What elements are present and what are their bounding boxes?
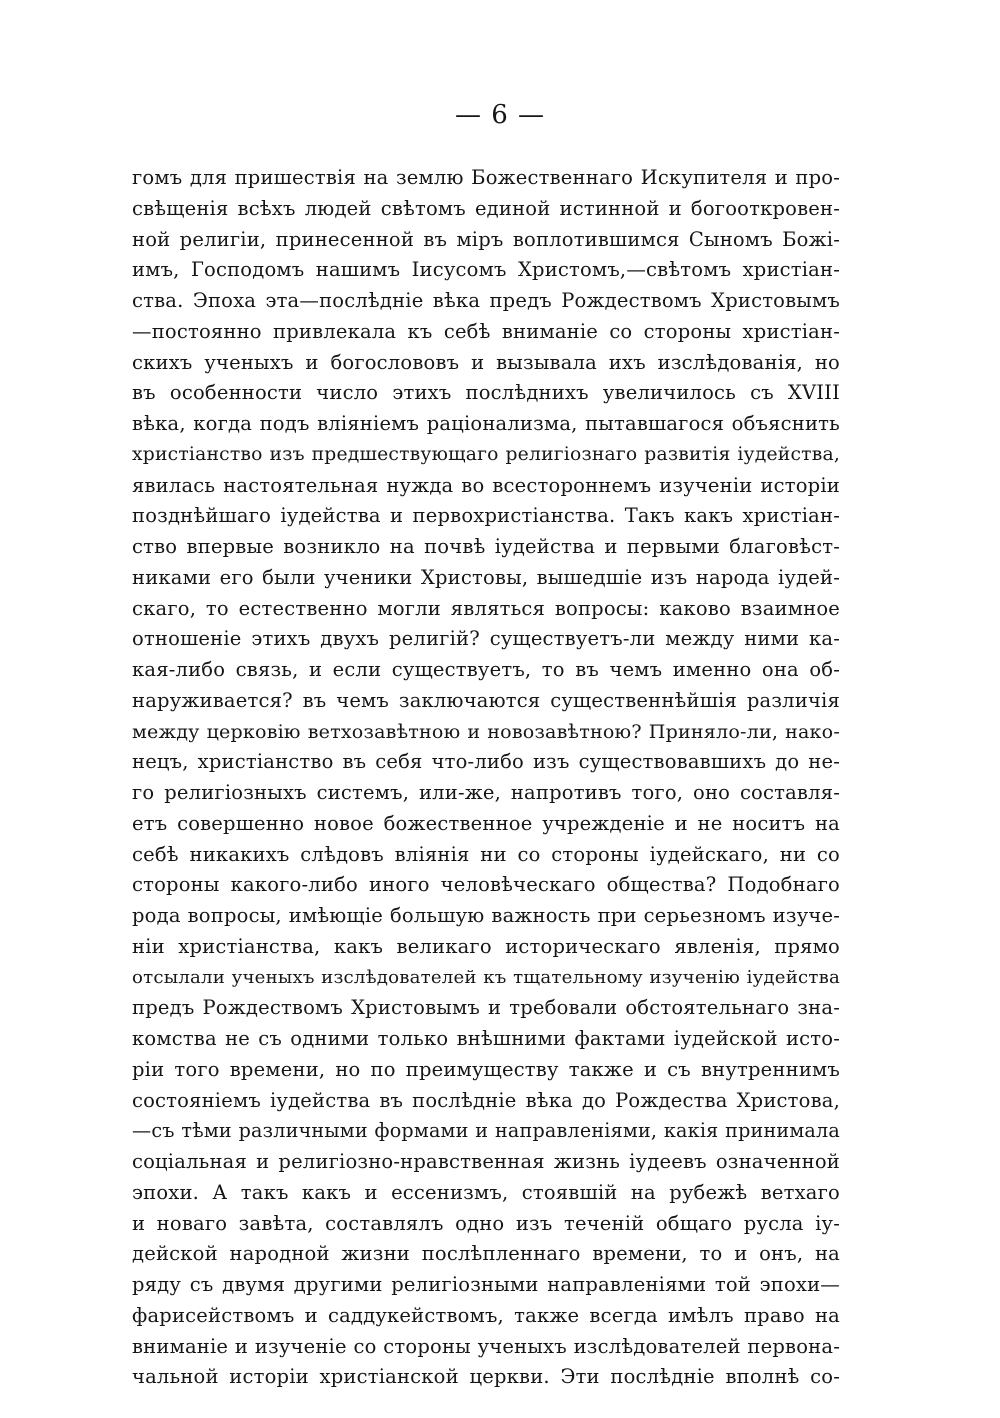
text-line: свѣщенія всѣхъ людей свѣтомъ единой истинной и богооткровен- [132,196,840,220]
text-line: себѣ никакихъ слѣдовъ вліянія ни со стороны іудейскаго, ни со [132,842,840,866]
text-line: ства. Эпоха эта—послѣдніе вѣка предъ Рождествомъ Христовымъ [132,289,840,312]
text-line: комства не съ одними только внѣшними фактами іудейской исто- [132,1027,840,1050]
text-line: ріи того времени, но по преимуществу также и съ внутреннимъ [132,1057,840,1081]
text-line: состояніемъ іудейства въ послѣдніе вѣка до Рождества Христова, [132,1088,840,1112]
text-line: ной религіи, принесенной въ міръ воплотившимся Сыномъ Божі- [132,227,840,251]
text-line: наруживается? въ чемъ заключаются существеннѣйшія различія [132,688,840,712]
text-line: нецъ, христіанство въ себя что-либо изъ существовавшихъ до не- [132,750,840,774]
text-line: стороны какого-либо иного человѣческаго общества? Подобнаго [132,873,840,897]
text-line: гомъ для пришествія на землю Божественнаго Искупителя и про- [132,166,840,189]
text-line: эпохи. А такъ какъ и ессенизмъ, стоявшій на рубежѣ ветхаго [132,1180,840,1204]
text-line: вниманіе и изученіе со стороны ученыхъ изслѣдователей первона- [132,1334,840,1358]
text-line: скихъ ученыхъ и богослововъ и вызывала ихъ изслѣдованія, но [132,350,840,374]
page-number: — 6 — [454,100,546,130]
text-line: въ особенности число этихъ послѣднихъ увеличилось съ XVIII [132,381,840,405]
text-line: соціальная и религіозно-нравственная жизнь іудеевъ означенной [132,1150,840,1173]
body-text [132,163,840,1393]
text-line: кая-либо связь, и если существуетъ, то въ чемъ именно она об- [132,658,840,681]
text-line: христіанство изъ предшествующаго религіознаго развитія іудейства, [132,443,840,465]
text-line: имъ, Господомъ нашимъ Іисусомъ Христомъ,—свѣтомъ христіан- [132,258,840,282]
text-line: чальной исторіи христіанской церкви. Эти послѣдніе вполнѣ со- [132,1365,840,1389]
text-line: —съ тѣми различными формами и направленіями, какія принимала [132,1119,840,1143]
text-line: никами его были ученики Христовы, вышедшіе изъ народа іудей- [132,565,840,589]
text-line: отсылали ученыхъ изслѣдователей къ тщательному изученію іудейства [132,966,840,988]
text-line: ряду съ двумя другими религіозными направленіями той эпохи— [132,1273,840,1296]
text-line: отношеніе этихъ двухъ религій? существуетъ-ли между ними ка- [132,627,840,651]
text-line: и новаго завѣта, составлялъ одно изъ теченій общаго русла іу- [132,1211,840,1235]
text-line: предъ Рождествомъ Христовымъ и требовали обстоятельнаго зна- [132,996,840,1020]
text-line: ство впервые возникло на почвѣ іудейства и первыми благовѣст- [132,535,840,558]
text-line: позднѣйшаго іудейства и первохристіанства. Такъ какъ христіан- [132,504,840,528]
text-line: ніи христіанства, какъ великаго историческаго явленія, прямо [132,934,840,958]
text-line: фарисействомъ и саддукействомъ, также всегда имѣлъ право на [132,1303,840,1327]
text-line: дейской народной жизни послѣпленнаго времени, то и онъ, на [132,1242,840,1266]
text-line: между церковію ветхозавѣтною и новозавѣтною? Приняло-ли, нако- [132,720,840,743]
text-line: скаго, то естественно могли являться вопросы: каково взаимное [132,596,840,620]
text-line: вѣка, когда подъ вліяніемъ раціонализма, пытавшагося объяснить [132,412,840,435]
text-line: рода вопросы, имѣющіе большую важность при серьезномъ изуче- [132,904,840,927]
text-line: етъ совершенно новое божественное учрежденіе и не носитъ на [132,811,840,835]
text-line: явилась настоятельная нужда во всестороннемъ изученіи исторіи [132,473,840,497]
text-line: —постоянно привлекала къ себѣ вниманіе со стороны христіан- [132,319,840,343]
text-line: го религіозныхъ системъ, или-же, напротивъ того, оно составля- [132,781,840,804]
